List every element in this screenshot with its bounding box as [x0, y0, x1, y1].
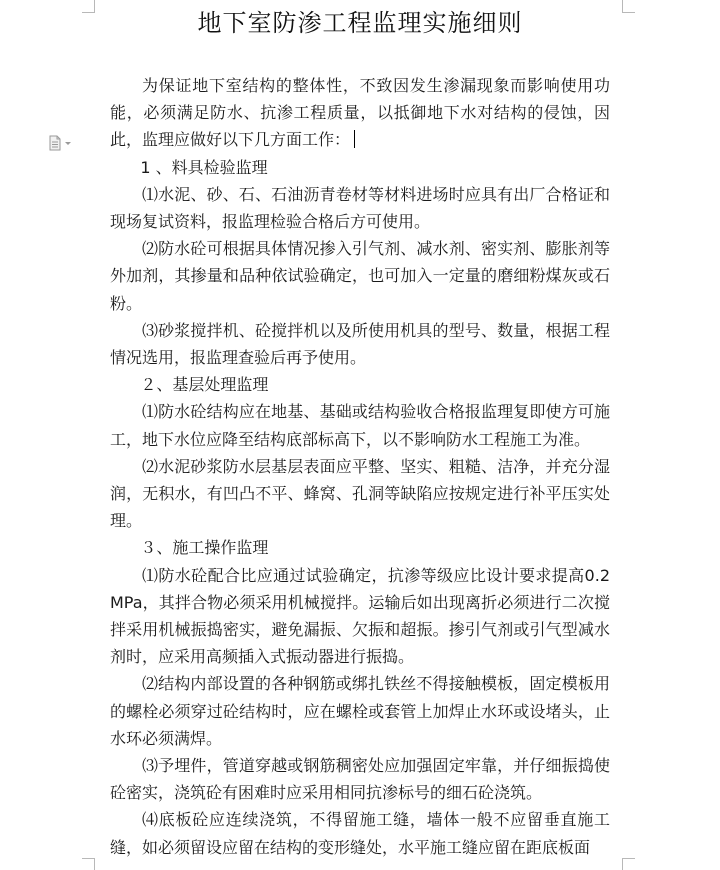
paragraph-intro: [110, 72, 610, 154]
document-body[interactable]: [110, 72, 610, 861]
paragraph-1-3: ⑶砂浆搅拌机、砼搅拌机以及所使用机具的型号、数量，根据工程情况选用，报监理查验后再予使用。: [110, 320, 610, 368]
section-heading-3: ３、施工操作监理: [140, 538, 269, 558]
section-heading-1: 1 、料具检验监理: [140, 157, 268, 177]
section-heading-2: ２、基层处理监理: [140, 375, 269, 395]
paragraph-2-2: ⑵水泥砂浆防水层基层表面应平整、坚实、粗糙、洁净，并充分湿润，无积水，有凹凸不平、蜂窝、孔洞等缺陷应按规定进行补平压实处理。: [110, 456, 610, 531]
paragraph-2-1: ⑴防水砼结构应在地基、基础或结构验收合格报监理复即使方可施工，地下水位应降至结构底部标高下，以不影响防水工程施工为准。: [110, 402, 610, 449]
paragraph-intro-text: 为保证地下室结构的整体性，不致因发生渗漏现象而影响使用功能，必须满足防水、抗渗工程质量，以抵御地下水对结构的侵蚀，因此，监理应做好以下几方面工作：: [110, 76, 610, 150]
paragraph-3-2: ⑵结构内部设置的各种钢筋或绑扎铁丝不得接触模板，固定模板用的螺栓必须穿过砼结构时，应在螺栓或套管上加焊止水环或设堵头，止水环必须满焊。: [110, 674, 610, 748]
document-options-icon[interactable]: [48, 135, 78, 151]
text-cursor: [354, 130, 355, 148]
paragraph-3-1: ⑴防水砼配合比应通过试验确定，抗渗等级应比设计要求提高0.2MPa，其拌合物必须采用机械搅拌。运输后如出现离折必须进行二次搅拌采用机械振捣密实，避免漏振、欠振和超振。掺引气剂或引气型减水剂时，应采用高频插入式振动器进行振捣。: [110, 565, 610, 667]
paragraph-1-2: ⑵防水砼可根据具体情况掺入引气剂、减水剂、密实剂、膨胀剂等外加剂，其掺量和品种依试验确定，也可加入一定量的磨细粉煤灰或石粉。: [110, 239, 610, 313]
document-options-icon-glyph: [48, 135, 78, 151]
margin-corner-mark-bottom-right: [622, 858, 635, 870]
document-title: 地下室防渗工程监理实施细则: [197, 9, 523, 37]
paragraph-3-3: ⑶予埋件，管道穿越或钢筋稠密处应加强固定牢靠，并仔细振捣使砼密实，浇筑砼有困难时应采用相同抗渗标号的细石砼浇筑。: [110, 756, 610, 803]
paragraph-1-1: ⑴水泥、砂、石、石油沥青卷材等材料进场时应具有出厂合格证和现场复试资料，报监理检验合格后方可使用。: [110, 184, 610, 232]
paragraph-3-4: ⑷底板砼应连续浇筑，不得留施工缝，墙体一般不应留垂直施工缝，如必须留设应留在结构的变形缝处，水平施工缝应留在距底板面: [110, 810, 610, 857]
margin-corner-mark-bottom-left: [82, 858, 95, 870]
